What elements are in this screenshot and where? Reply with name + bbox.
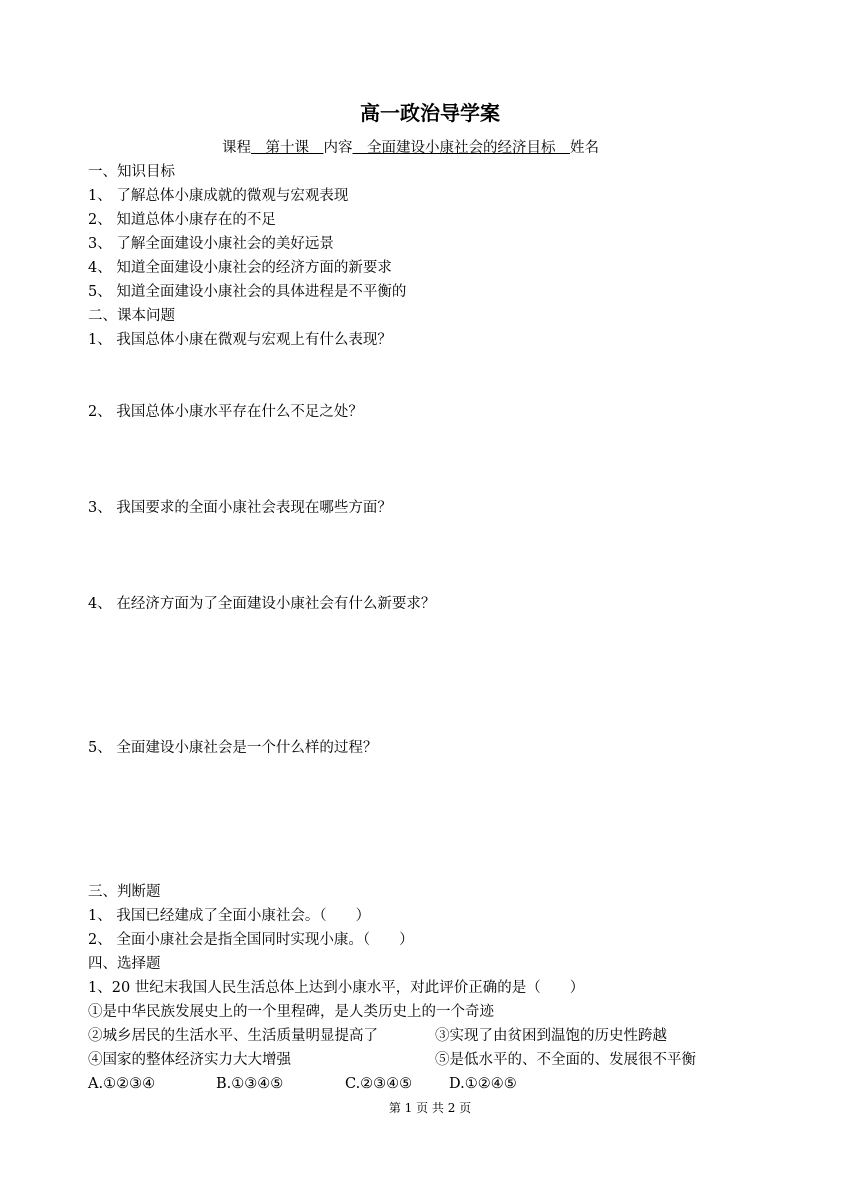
content-label: 内容 <box>323 140 353 156</box>
goal-item: 5、 知道全面建设小康社会的具体进程是不平衡的 <box>88 284 407 300</box>
course-info-line <box>222 138 599 158</box>
choice-statement: ③实现了由贫困到温饱的历史性跨越 <box>435 1028 667 1044</box>
goal-item: 3、 了解全面建设小康社会的美好远景 <box>88 236 334 252</box>
section-heading-true-false: 三、判断题 <box>88 884 161 900</box>
choice-statement: ①是中华民族发展史上的一个里程碑，是人类历史上的一个奇迹 <box>88 1004 494 1020</box>
section-heading-multiple-choice: 四、选择题 <box>88 956 161 972</box>
question-item: 2、 我国总体小康水平存在什么不足之处？ <box>88 404 363 420</box>
course-label: 课程 <box>222 140 251 156</box>
section-heading-textbook-questions: 二、课本问题 <box>88 308 175 324</box>
question-item: 3、 我国要求的全面小康社会表现在哪些方面？ <box>88 500 392 516</box>
choice-option-c: C.②③④⑤ <box>345 1076 413 1092</box>
course-value: 第十课 <box>251 140 324 156</box>
question-item: 4、 在经济方面为了全面建设小康社会有什么新要求？ <box>88 596 436 612</box>
true-false-item: 1、 我国已经建成了全面小康社会。（ ） <box>88 908 371 924</box>
choice-statement: ④国家的整体经济实力大大增强 <box>88 1052 291 1068</box>
choice-option-b: B.①③④⑤ <box>216 1076 284 1092</box>
choice-statement: ②城乡居民的生活水平、生活质量明显提高了 <box>88 1028 378 1044</box>
goal-item: 4、 知道全面建设小康社会的经济方面的新要求 <box>88 260 392 276</box>
question-item: 1、 我国总体小康在微观与宏观上有什么表现？ <box>88 332 392 348</box>
choice-option-d: D.①②④⑤ <box>449 1076 517 1092</box>
choice-question: 1、20 世纪末我国人民生活总体上达到小康水平，对此评价正确的是（ ） <box>88 980 585 996</box>
choice-option-a: A.①②③④ <box>88 1076 156 1092</box>
page-title: 高一政治导学案 <box>360 101 500 125</box>
choice-statement: ⑤是低水平的、不全面的、发展很不平衡 <box>435 1052 696 1068</box>
content-value: 全面建设小康社会的经济目标 <box>352 140 570 156</box>
name-label: 姓名 <box>570 140 599 156</box>
section-heading-knowledge-goals: 一、知识目标 <box>88 164 175 180</box>
true-false-item: 2、 全面小康社会是指全国同时实现小康。（ ） <box>88 932 414 948</box>
page-footer: 第 1 页 共 2 页 <box>388 1101 472 1115</box>
goal-item: 1、 了解总体小康成就的微观与宏观表现 <box>88 188 349 204</box>
goal-item: 2、 知道总体小康存在的不足 <box>88 212 276 228</box>
question-item: 5、 全面建设小康社会是一个什么样的过程？ <box>88 740 378 756</box>
